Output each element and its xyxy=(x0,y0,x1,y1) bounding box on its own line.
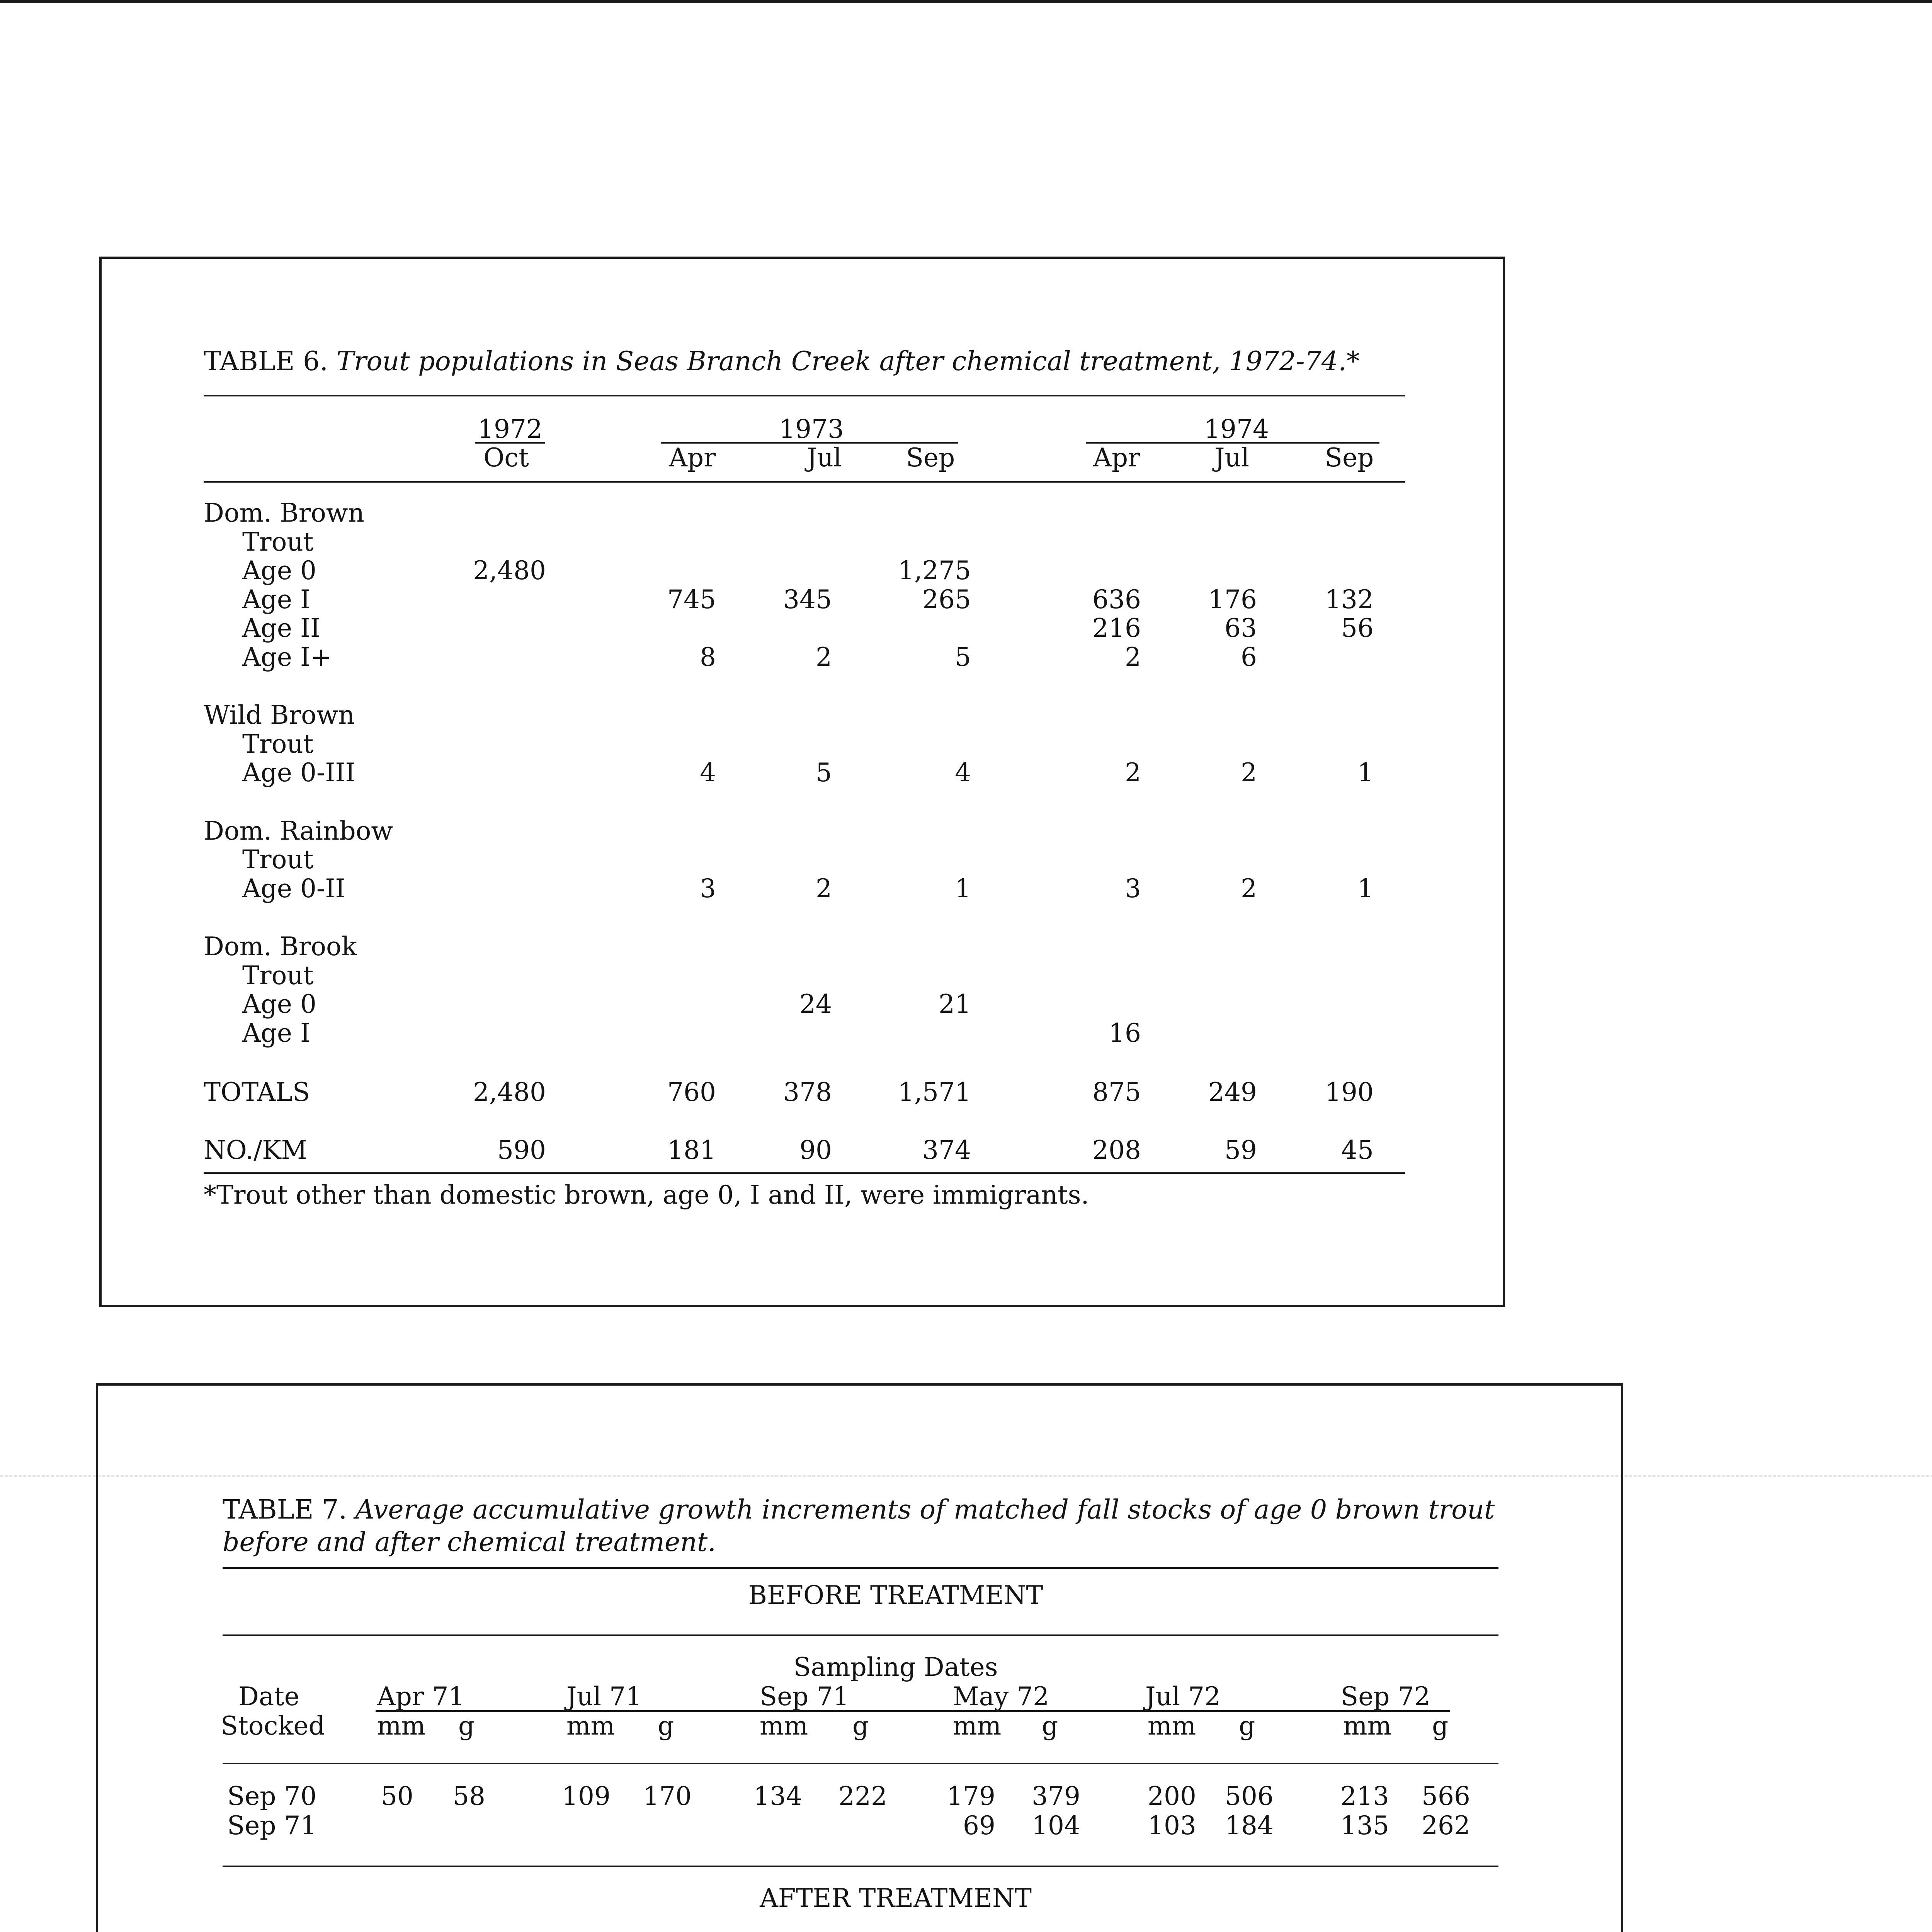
table-7-unit-g: g xyxy=(1239,1711,1255,1741)
table-7-cell: 506 xyxy=(1225,1781,1274,1811)
table-7-title-line1: Average accumulative growth increments of matched fall stocks of age 0 brown trout xyxy=(355,1495,1495,1525)
table-6-group-name: Dom. Brown xyxy=(204,498,364,528)
table-6-year-1974: 1974 xyxy=(1204,414,1269,444)
table-6-totals-cell: 2,480 xyxy=(473,1077,546,1107)
table-7-unit-g: g xyxy=(1042,1711,1058,1741)
table-6-cell: 1 xyxy=(955,873,971,903)
table-6-row-label: Age I+ xyxy=(242,642,332,672)
table-7-unit-mm: mm xyxy=(953,1711,1002,1741)
table-6-cell: 636 xyxy=(1092,584,1141,614)
table-6-cell: 2 xyxy=(816,873,832,903)
table-6-footnote: *Trout other than domestic brown, age 0, I and II, were immigrants. xyxy=(204,1180,1089,1210)
table-6-cell: 216 xyxy=(1092,613,1141,643)
table-6-month-header-2: Jul xyxy=(806,443,842,473)
table-6-cell: 5 xyxy=(816,758,832,787)
table-7-date-underline xyxy=(376,1710,1450,1712)
table-6-per-km-cell: 59 xyxy=(1225,1135,1257,1165)
table-7-unit-mm: mm xyxy=(1148,1711,1196,1741)
table-6-month-header-6: Sep xyxy=(1325,443,1374,473)
table-7-cell: 58 xyxy=(453,1781,485,1811)
page-top-edge xyxy=(0,0,1932,3)
table-7-cell: 69 xyxy=(963,1811,995,1840)
table-6-cell: 2 xyxy=(816,642,832,672)
table-6-row-label: Age 0 xyxy=(242,556,316,585)
table-7-cell: 109 xyxy=(562,1781,611,1811)
table-7-cell: 262 xyxy=(1422,1811,1470,1840)
table-6-cell: 24 xyxy=(799,989,832,1019)
table-7-cell: 50 xyxy=(381,1781,413,1811)
table-7-cell: 213 xyxy=(1340,1781,1389,1811)
table-6-label: TABLE 6. xyxy=(204,346,328,377)
table-6-cell: 8 xyxy=(700,642,716,672)
table-7-sampling-date: Jul 72 xyxy=(1145,1682,1221,1711)
table-6-row-label: Age I xyxy=(242,1018,311,1048)
table-6-totals-cell: 1,571 xyxy=(898,1077,971,1107)
table-7-unit-mm: mm xyxy=(760,1711,808,1741)
table-6-cell: 745 xyxy=(667,584,716,614)
table-7-unit-g: g xyxy=(658,1711,674,1741)
table-7-sampling-date: Jul 71 xyxy=(566,1682,642,1711)
table-6-cell: 3 xyxy=(1125,873,1141,903)
table-6-group-name: Trout xyxy=(242,960,314,990)
table-6-per-km-cell: 181 xyxy=(667,1135,716,1165)
table-7-cell: 104 xyxy=(1032,1811,1080,1840)
table-6-cell: 16 xyxy=(1109,1018,1141,1048)
table-6-per-km-cell: 208 xyxy=(1092,1135,1141,1165)
table-6-group-name: Dom. Brook xyxy=(204,932,357,961)
table-7-header-rule xyxy=(223,1763,1498,1764)
table-7-unit-mm: mm xyxy=(377,1711,426,1741)
table-6-caption xyxy=(204,346,1360,377)
table-6-month-header-5: Jul xyxy=(1214,443,1250,473)
table-6-cell: 2 xyxy=(1125,758,1141,787)
table-7-unit-g: g xyxy=(458,1711,475,1741)
table-6-month-header-4: Apr xyxy=(1093,443,1140,473)
table-7-sampling-date: May 72 xyxy=(953,1682,1049,1711)
table-6-row-label: Age I xyxy=(242,584,311,614)
table-7-title-line2: before and after chemical treatment. xyxy=(223,1527,716,1558)
table-6-cell: 345 xyxy=(783,584,832,614)
table-7-cell: 566 xyxy=(1422,1781,1470,1811)
table-6-cell: 4 xyxy=(955,758,971,787)
table-6-cell: 2 xyxy=(1241,873,1257,903)
table-6-title: Trout populations in Seas Branch Creek after chemical treatment, 1972-74.* xyxy=(336,346,1360,377)
table-6-cell: 4 xyxy=(700,758,716,787)
table-6-totals-cell: 190 xyxy=(1325,1077,1374,1107)
table-6-group-name: Trout xyxy=(242,845,314,874)
table-7-stocked-value: Sep 71 xyxy=(227,1811,317,1840)
table-6-cell: 3 xyxy=(700,873,716,903)
table-6-cell: 56 xyxy=(1341,613,1374,643)
table-6-cell: 265 xyxy=(922,584,971,614)
table-6-row-label: Age II xyxy=(242,613,321,643)
table-7-cell: 135 xyxy=(1340,1811,1389,1840)
table-7-cell: 200 xyxy=(1148,1781,1196,1811)
table-6-per-km-label: NO./KM xyxy=(204,1135,308,1165)
table-6-totals-cell: 875 xyxy=(1092,1077,1141,1107)
table-7-date-label: Date xyxy=(238,1682,299,1711)
table-6-year-1972: 1972 xyxy=(478,414,543,444)
table-7-stocked-value: Sep 70 xyxy=(227,1781,317,1811)
table-6-cell: 1,275 xyxy=(898,556,971,585)
table-7-sampling-dates-label: Sampling Dates xyxy=(793,1652,998,1682)
table-7-top-rule xyxy=(223,1567,1498,1569)
table-6-month-header-3: Sep xyxy=(906,443,955,473)
table-6-group-name: Trout xyxy=(242,527,314,557)
table-6-cell: 2 xyxy=(1125,642,1141,672)
table-7-unit-g: g xyxy=(852,1711,869,1741)
table-6-header-rule xyxy=(204,481,1405,483)
table-6-bottom-rule xyxy=(204,1172,1405,1174)
table-6-cell: 2 xyxy=(1241,758,1257,787)
table-6-row-label: Age 0 xyxy=(242,989,316,1019)
table-7-section-heading: BEFORE TREATMENT xyxy=(748,1580,1043,1610)
table-6-cell: 1 xyxy=(1357,873,1374,903)
table-7-cell: 179 xyxy=(947,1781,995,1811)
table-7-section-rule xyxy=(223,1634,1498,1636)
table-7-caption-line2 xyxy=(223,1529,716,1556)
table-7-cell: 103 xyxy=(1148,1811,1196,1840)
table-6-totals-cell: 378 xyxy=(783,1077,832,1107)
table-7-cell: 379 xyxy=(1032,1781,1080,1811)
table-6-totals-label: TOTALS xyxy=(204,1077,310,1107)
table-6-cell: 132 xyxy=(1325,584,1374,614)
table-6-group-name: Dom. Rainbow xyxy=(204,816,393,846)
table-6-row-label: Age 0-III xyxy=(242,758,355,787)
table-6-per-km-cell: 374 xyxy=(922,1135,971,1165)
table-6-row-label: Age 0-II xyxy=(242,873,345,903)
table-7-unit-mm: mm xyxy=(566,1711,615,1741)
table-6-cell: 176 xyxy=(1208,584,1257,614)
table-6-top-rule xyxy=(204,395,1405,396)
table-6-per-km-cell: 590 xyxy=(497,1135,546,1165)
table-7-cell: 134 xyxy=(753,1781,802,1811)
table-7-stocked-label: Stocked xyxy=(221,1711,325,1741)
table-7-sampling-date: Sep 71 xyxy=(760,1682,849,1711)
table-6-cell: 6 xyxy=(1241,642,1257,672)
table-7-unit-g: g xyxy=(1432,1711,1449,1741)
table-7-section-bottom-rule xyxy=(223,1866,1498,1867)
table-6-per-km-cell: 45 xyxy=(1341,1135,1374,1165)
table-7-caption-line1 xyxy=(223,1497,1495,1523)
table-6-month-header-1: Apr xyxy=(669,443,716,473)
table-7-cell: 222 xyxy=(838,1781,887,1811)
table-7-sampling-date: Sep 72 xyxy=(1341,1682,1430,1711)
table-6-cell: 63 xyxy=(1225,613,1257,643)
table-6-totals-cell: 760 xyxy=(667,1077,716,1107)
table-6-year-1973: 1973 xyxy=(779,414,844,444)
table-6-cell: 5 xyxy=(955,642,971,672)
table-6-per-km-cell: 90 xyxy=(799,1135,832,1165)
table-7-section-heading: AFTER TREATMENT xyxy=(760,1883,1032,1913)
table-6-group-name: Trout xyxy=(242,729,314,759)
table-6-cell: 2,480 xyxy=(473,556,546,585)
table-6-cell: 21 xyxy=(939,989,971,1019)
table-6-totals-cell: 249 xyxy=(1208,1077,1257,1107)
table-6-cell: 1 xyxy=(1357,758,1374,787)
table-6-group-name: Wild Brown xyxy=(204,700,355,730)
table-6-month-header-0: Oct xyxy=(483,443,529,473)
table-7-unit-mm: mm xyxy=(1343,1711,1392,1741)
table-7-sampling-date: Apr 71 xyxy=(377,1682,465,1711)
table-7-cell: 170 xyxy=(643,1781,692,1811)
table-7-label: TABLE 7. xyxy=(223,1495,347,1525)
table-7-cell: 184 xyxy=(1225,1811,1274,1840)
